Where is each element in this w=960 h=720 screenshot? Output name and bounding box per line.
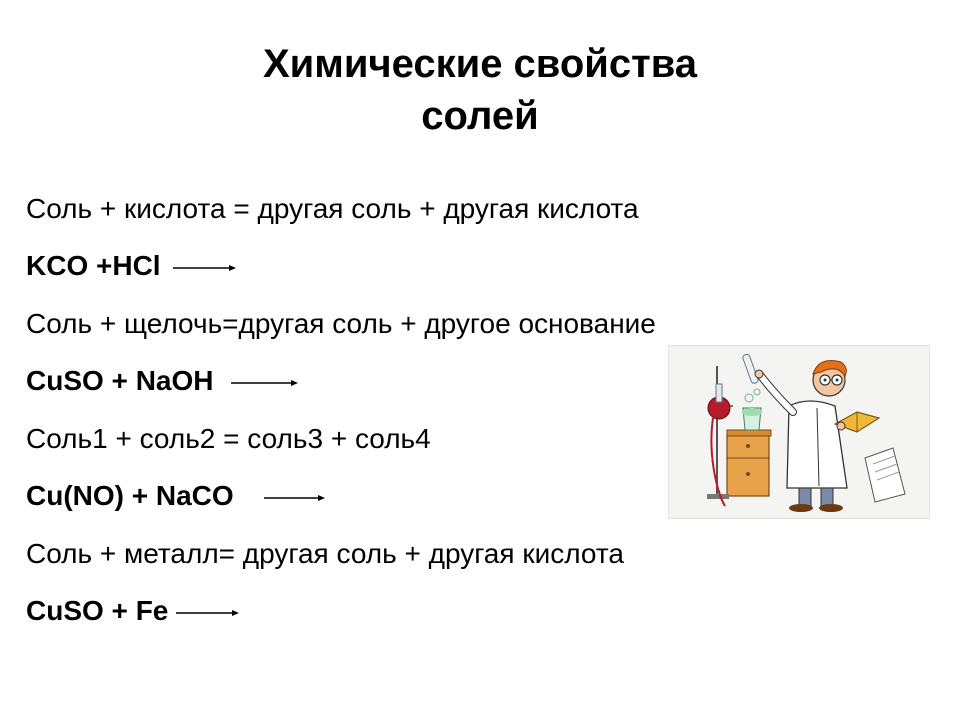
reaction-arrow-icon xyxy=(264,493,326,503)
chemist-scientist-icon xyxy=(669,346,929,518)
equation-cuso-fe xyxy=(26,583,846,641)
line-text: Cu(NO) + NaCO xyxy=(26,480,234,512)
equation-kco-hcl xyxy=(26,238,846,296)
title-line-2: солей xyxy=(421,94,539,138)
reaction-arrow-icon xyxy=(231,378,299,388)
chemist-illustration xyxy=(668,345,930,519)
line-text: Соль + щелочь=другая соль + другое основание xyxy=(26,307,656,339)
reaction-arrow-icon xyxy=(176,608,240,618)
line-text: Соль1 + соль2 = соль3 + соль4 xyxy=(26,422,431,454)
rule-salt-alkali xyxy=(26,295,846,353)
slide-title xyxy=(0,38,960,142)
line-text: Соль + кислота = другая соль + другая кислота xyxy=(26,192,639,224)
rule-salt-metal xyxy=(26,525,846,583)
title-line-1: Химические свойства xyxy=(262,42,698,86)
line-text: Соль + металл= другая соль + другая кислота xyxy=(26,537,624,569)
reaction-arrow-icon xyxy=(173,263,237,273)
line-text: CuSO + Fe xyxy=(26,595,169,627)
line-text: KCO +HCl xyxy=(26,250,161,282)
line-text: CuSO + NaOH xyxy=(26,365,214,397)
rule-salt-acid xyxy=(26,180,846,238)
